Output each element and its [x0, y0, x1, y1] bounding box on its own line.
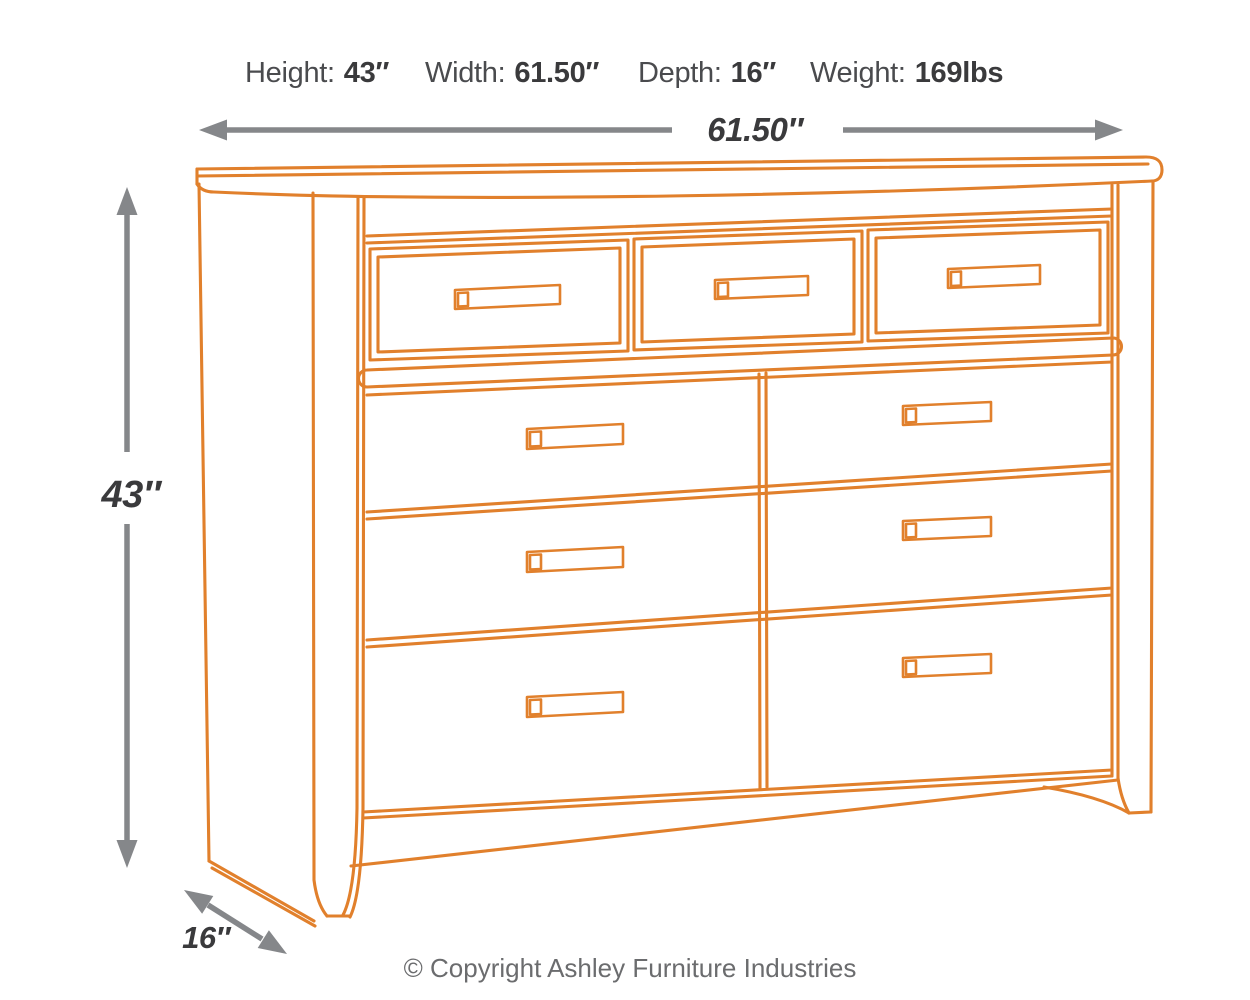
spec-header: [245, 57, 1003, 89]
depth-arrowhead-lower: [258, 930, 287, 954]
dresser-top: [197, 157, 1162, 197]
top-drawer-1-outline: [370, 240, 628, 360]
row-top-line: [367, 209, 1112, 236]
width-arrow: [199, 120, 1123, 141]
spec-width: [425, 57, 599, 89]
rail-2-a: [367, 588, 1112, 640]
height-arrow: [117, 187, 138, 868]
spec-depth-label: Depth:: [638, 57, 722, 89]
dresser-drawing: [197, 157, 1162, 926]
top-drawer-2-outline: [634, 231, 862, 350]
right-foot-cutout: [1044, 787, 1129, 813]
depth-arrow-label: 16″: [182, 920, 230, 955]
right-drawer-3-handle-tab: [906, 661, 916, 675]
height-arrow-label: 43″: [101, 474, 161, 516]
width-arrowhead-right: [1095, 120, 1123, 141]
right-foot-bottom: [1129, 812, 1151, 813]
front-left-corner: [313, 193, 327, 916]
right-drawer-2-handle-tab: [906, 524, 916, 538]
top-drawer-1-handle: [455, 285, 560, 309]
left-drawer-3-handle-tab: [530, 700, 541, 715]
row-top-line-inner: [367, 216, 1112, 243]
top-front-edge: [197, 181, 1152, 197]
spec-width-value: 61.50″: [514, 57, 600, 89]
left-stile-edge-a: [343, 197, 358, 915]
base-rail-bottom: [351, 780, 1118, 866]
spec-height-value: 43″: [343, 57, 390, 89]
rail-1-a: [367, 464, 1112, 512]
spec-width-label: Width:: [425, 57, 506, 89]
spec-weight-value: 169lbs: [914, 57, 1004, 89]
height-arrowhead-bottom: [117, 840, 138, 868]
rail-1-b: [367, 471, 1112, 519]
left-bottom-edge: [209, 861, 314, 921]
center-divider-a: [759, 374, 760, 788]
left-drawer-2-handle-tab: [530, 555, 541, 570]
top-drawer-2-panel: [642, 239, 854, 342]
left-outer-edge: [199, 184, 209, 861]
top-drawer-1-handle-tab: [458, 293, 468, 307]
copyright-text: © Copyright Ashley Furniture Industries: [403, 953, 857, 983]
width-arrow-label: 61.50″: [707, 111, 803, 148]
lower-drawer-bank: [351, 362, 1118, 866]
height-arrowhead-top: [117, 187, 138, 215]
top-drawer-3-panel: [876, 230, 1100, 333]
spec-height: [245, 57, 389, 89]
top-drawer-1-panel: [378, 248, 620, 352]
width-arrowhead-left: [199, 120, 227, 141]
spec-depth-value: 16″: [730, 57, 776, 89]
rail-2-b: [367, 595, 1112, 647]
top-drawer-3-outline: [868, 222, 1108, 341]
right-outer-edge: [1151, 181, 1153, 812]
bank-bottom-b: [363, 776, 1112, 818]
bank-top-line: [367, 362, 1112, 395]
depth-arrowhead-upper: [184, 890, 213, 914]
right-drawer-1-handle-tab: [906, 409, 916, 423]
spec-weight-label: Weight:: [810, 57, 906, 89]
spec-depth: [638, 57, 776, 89]
spec-weight: [810, 57, 1003, 89]
left-side-panel: [199, 184, 364, 926]
bank-bottom-a: [363, 770, 1112, 812]
left-drawer-1-handle-tab: [530, 432, 541, 447]
top-drawer-2-handle-tab: [718, 283, 728, 298]
spec-height-label: Height:: [245, 57, 335, 89]
top-drawer-row: [367, 209, 1112, 360]
center-divider-b: [766, 373, 767, 787]
top-drawer-3-handle-tab: [951, 272, 961, 287]
